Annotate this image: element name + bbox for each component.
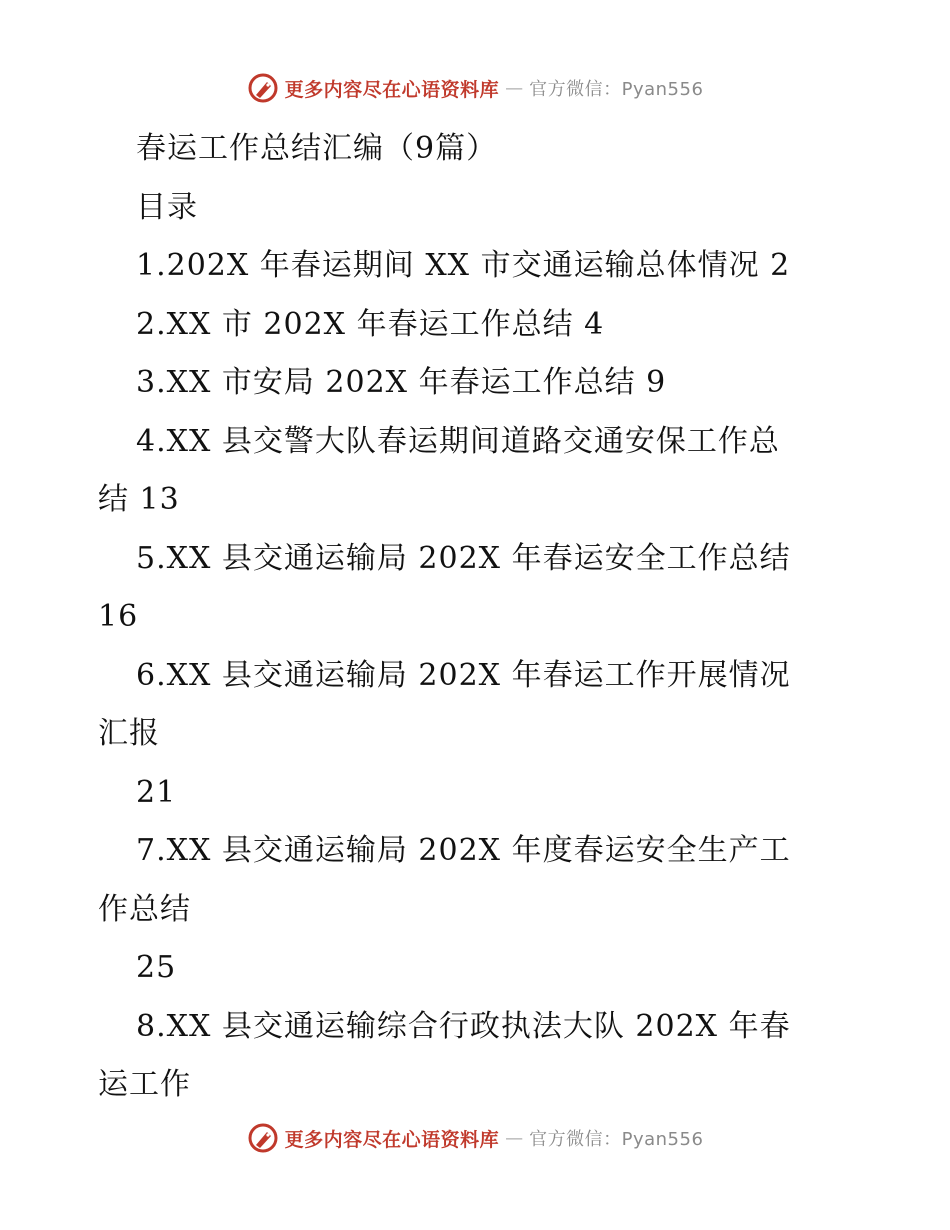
toc-list [98,237,838,1115]
toc-line: 2.XX 市 202X 年春运工作总结 4 [136,306,605,342]
toc-line: 7.XX 县交通运输局 202X 年度春运安全生产工 [136,833,791,868]
watermark-wechat-text: 官方微信：Pyan556 [529,1129,704,1150]
watermark-site-text: 更多内容尽在心语资料库 [284,1128,500,1151]
watermark-site-text: 更多内容尽在心语资料库 [284,78,500,101]
toc-heading: 目录 [136,189,198,225]
pen-nib-logo-icon [247,1122,279,1154]
toc-line: 作总结 [98,891,191,927]
document-title: 春运工作总结汇编（9篇） [136,131,498,166]
toc-line: 21 [136,774,177,810]
toc-line: 运工作 [98,1067,191,1102]
header-watermark [0,72,950,104]
watermark-dash: — [505,77,524,99]
footer-watermark [0,1122,950,1154]
toc-line: 结 13 [98,482,180,517]
toc-line: 8.XX 县交通运输综合行政执法大队 202X 年春 [136,1008,791,1044]
toc-line: 16 [98,599,139,634]
watermark-wechat-text: 官方微信：Pyan556 [529,79,704,100]
toc-line: 25 [136,950,177,985]
toc-line: 3.XX 市安局 202X 年春运工作总结 9 [136,365,667,400]
toc-line: 4.XX 县交警大队春运期间道路交通安保工作总 [136,423,780,459]
document-body [98,120,838,1115]
toc-line: 5.XX 县交通运输局 202X 年春运安全工作总结 [136,540,791,576]
pen-nib-logo-icon [247,72,279,104]
toc-line: 1.202X 年春运期间 XX 市交通运输总体情况 2 [136,248,791,283]
toc-line: 6.XX 县交通运输局 202X 年春运工作开展情况 [136,657,791,693]
watermark-dash: — [505,1127,524,1149]
toc-line: 汇报 [98,716,160,751]
